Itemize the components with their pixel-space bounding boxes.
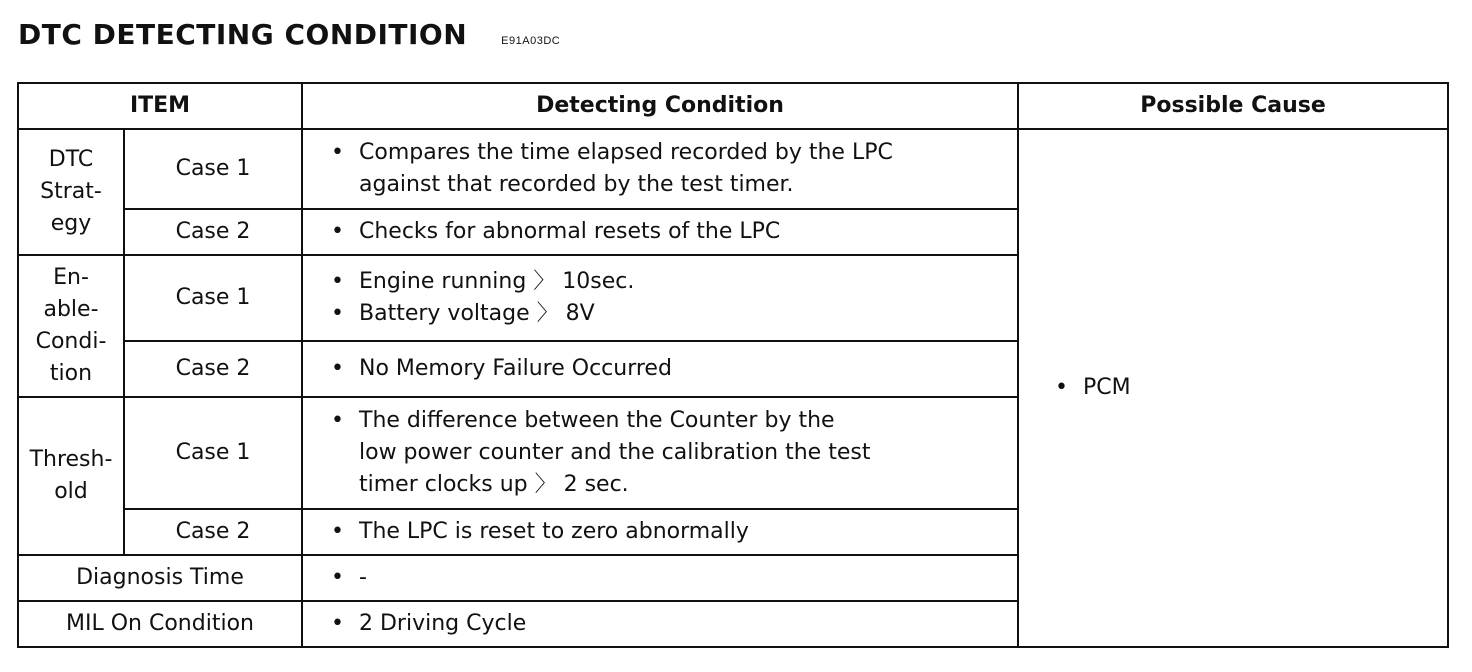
possible-cause-cell: • PCM <box>1018 129 1448 647</box>
header-detecting-condition: Detecting Condition <box>302 83 1018 129</box>
case-label: Case 1 <box>124 129 302 209</box>
page-title: DTC DETECTING CONDITION <box>18 18 468 51</box>
possible-cause-value: PCM <box>1083 375 1131 400</box>
header-item: ITEM <box>18 83 302 129</box>
detecting-condition-cell: • Engine running 〉 10sec. • Battery voltage 〉 8V <box>302 255 1018 341</box>
table-row <box>18 129 1448 209</box>
case-label: Case 1 <box>124 397 302 509</box>
case-label: Case 2 <box>124 209 302 255</box>
diagnosis-time-label: Diagnosis Time <box>18 555 302 601</box>
case-label: Case 1 <box>124 255 302 341</box>
detecting-condition-cell: • Checks for abnormal resets of the LPC <box>302 209 1018 255</box>
detecting-condition-cell: • Compares the time elapsed recorded by the LPC against that recorded by the test timer. <box>302 129 1018 209</box>
dtc-condition-table <box>17 82 1449 648</box>
detecting-condition-cell: • No Memory Failure Occurred <box>302 341 1018 397</box>
title-bar <box>18 18 560 58</box>
diagnosis-time-value: - <box>359 565 367 590</box>
detecting-condition-cell: • - <box>302 555 1018 601</box>
case-label: Case 2 <box>124 509 302 555</box>
group-label-enable-condition: En- able- Condi- tion <box>18 255 124 397</box>
header-possible-cause: Possible Cause <box>1018 83 1448 129</box>
group-label-threshold: Thresh- old <box>18 397 124 555</box>
detecting-condition-cell: • The difference between the Counter by the low power counter and the calibration the test timer clocks up 〉 2 sec. <box>302 397 1018 509</box>
mil-on-condition-label: MIL On Condition <box>18 601 302 647</box>
detecting-condition-cell: • 2 Driving Cycle <box>302 601 1018 647</box>
header-row <box>18 83 1448 129</box>
case-label: Case 2 <box>124 341 302 397</box>
mil-on-condition-value: 2 Driving Cycle <box>359 611 527 636</box>
group-label-dtc-strategy: DTC Strat- egy <box>18 129 124 255</box>
detecting-condition-cell: • The LPC is reset to zero abnormally <box>302 509 1018 555</box>
document-code: E91A03DC <box>501 35 561 47</box>
